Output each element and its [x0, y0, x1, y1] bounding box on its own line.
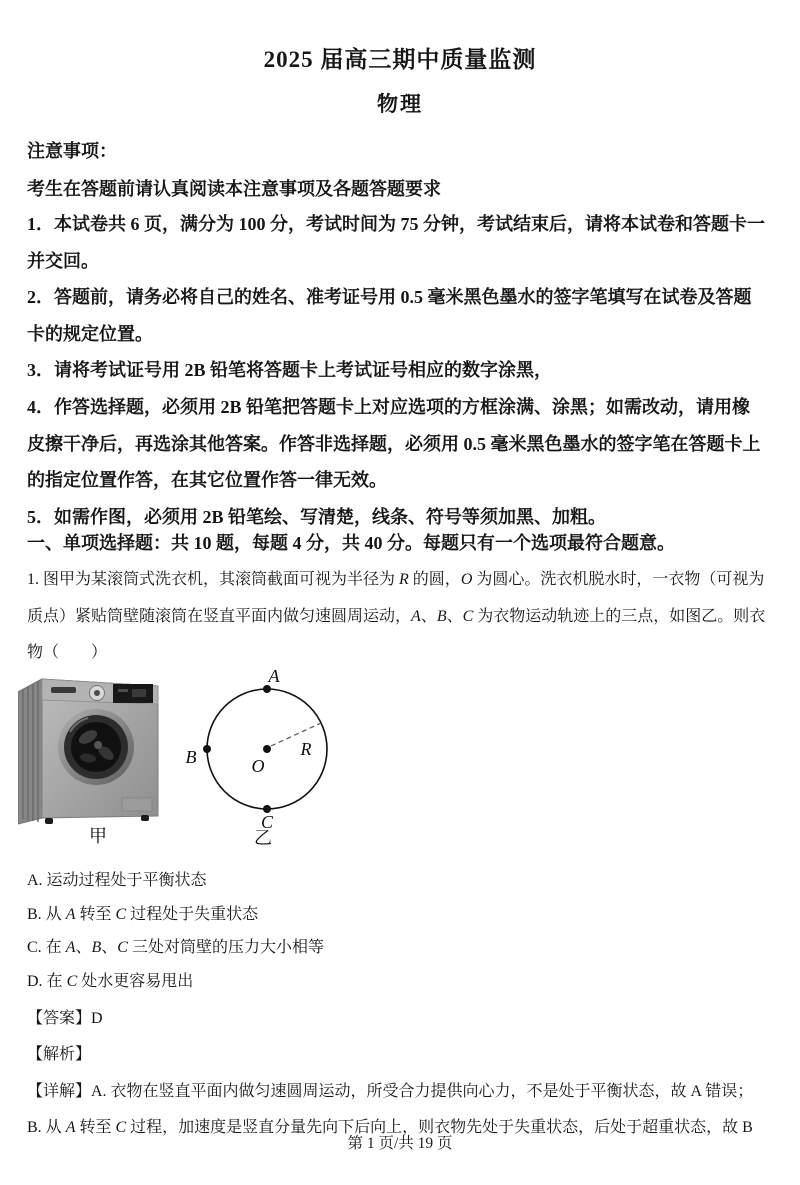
- washing-machine-image: [18, 679, 158, 824]
- notice-item-1-line-1: 1．本试卷共 6 页，满分为 100 分，考试时间为 75 分钟，考试结束后，请将本试卷和答题卡一: [27, 214, 765, 234]
- notice-intro: 考生在答题前请认真阅读本注意事项及各题答题要求: [27, 179, 441, 199]
- subject-title: 物理: [377, 92, 423, 116]
- label-o: O: [251, 756, 265, 776]
- label-b: B: [185, 747, 197, 767]
- solution-block: [27, 1001, 776, 1147]
- page-number-indicator: 第 1 页/共 19 页: [347, 1135, 453, 1152]
- answer-line: 【答案】D: [27, 1010, 103, 1027]
- notice-item-5: 5．如需作图，必须用 2B 铅笔绘、写清楚，线条、符号等须加黑、加粗。: [27, 506, 607, 527]
- notice-item-4-line-2: 皮擦干净后，再选涂其他答案。作答非选择题，必须用 0.5 毫米黑色墨水的签字笔在答题卡上: [27, 433, 761, 454]
- option-d: D. 在 C 处水更容易甩出: [27, 972, 194, 990]
- label-a: A: [268, 670, 280, 686]
- label-r: R: [300, 739, 312, 759]
- figure-caption-yi: 乙: [254, 828, 272, 848]
- machine-drawer-handle: [51, 687, 76, 693]
- notice-heading: 注意事项：: [27, 141, 117, 161]
- notice-item-1-line-2: 并交回。: [27, 250, 99, 271]
- option-c: C. 在 A、B、C 三处对筒壁的压力大小相等: [27, 939, 324, 957]
- page-title: 2025 届高三期中质量监测: [263, 47, 537, 72]
- detail-line-1: 【详解】A. 衣物在竖直平面内做匀速圆周运动，所受合力提供向心力，不是处于平衡状态，故 A 错误；: [27, 1082, 754, 1100]
- circle-diagram: [186, 670, 328, 832]
- option-a: A. 运动过程处于平衡状态: [27, 872, 207, 889]
- notice-item-4-line-3: 的指定位置作答，在其它位置作答一律无效。: [27, 470, 387, 491]
- question-1-line-2: 质点）紧贴筒壁随滚筒在竖直平面内做匀速圆周运动，A、B、C 为衣物运动轨迹上的三点，如图乙。则衣: [27, 607, 766, 625]
- question-1-text: [27, 562, 776, 672]
- option-b: B. 从 A 转至 C 过程处于失重状态: [27, 905, 259, 923]
- machine-foot-left: [45, 818, 53, 824]
- analysis-line: 【解析】: [27, 1046, 92, 1064]
- radius-dashed-line: [271, 723, 321, 746]
- machine-foot-right: [141, 815, 149, 821]
- question-1-options: [27, 864, 776, 998]
- notice-list: [27, 206, 776, 535]
- notice-item-2-line-2: 卡的规定位置。: [27, 323, 153, 344]
- question-1-line-3: 物（ ）: [27, 644, 108, 662]
- point-o: [263, 745, 271, 753]
- label-c: C: [260, 812, 274, 832]
- question-1-figure: [18, 670, 442, 858]
- point-b: [203, 745, 211, 753]
- notice-item-3: 3．请将考试证号用 2B 铅笔将答题卡上考试证号相应的数字涂黑，: [27, 360, 553, 381]
- figure-caption-jia: 甲: [89, 826, 107, 846]
- question-1-line-1: 1. 图甲为某滚筒式洗衣机，其滚筒截面可视为半径为 R 的圆，O 为圆心。洗衣机脱水时，一衣物（可视为: [27, 571, 765, 588]
- figure-svg: [18, 670, 442, 858]
- notice-item-4-line-1: 4．作答选择题，必须用 2B 铅笔把答题卡上对应选项的方框涂满、涂黑；如需改动，请用橡: [27, 396, 751, 417]
- detail-line-2: B. 从 A 转至 C 过程，加速度是竖直分量先向下后向上，则衣物先处于失重状态，后处于超重状态，故 B: [27, 1119, 753, 1137]
- section-heading: 一、单项选择题：共 10 题，每题 4 分，共 40 分。每题只有一个选项最符合题意。: [27, 533, 675, 553]
- notice-item-2-line-1: 2．答题前，请务必将自己的姓名、准考证号用 0.5 毫米黑色墨水的签字笔填写在试卷及答题: [27, 287, 752, 308]
- point-a: [263, 685, 271, 693]
